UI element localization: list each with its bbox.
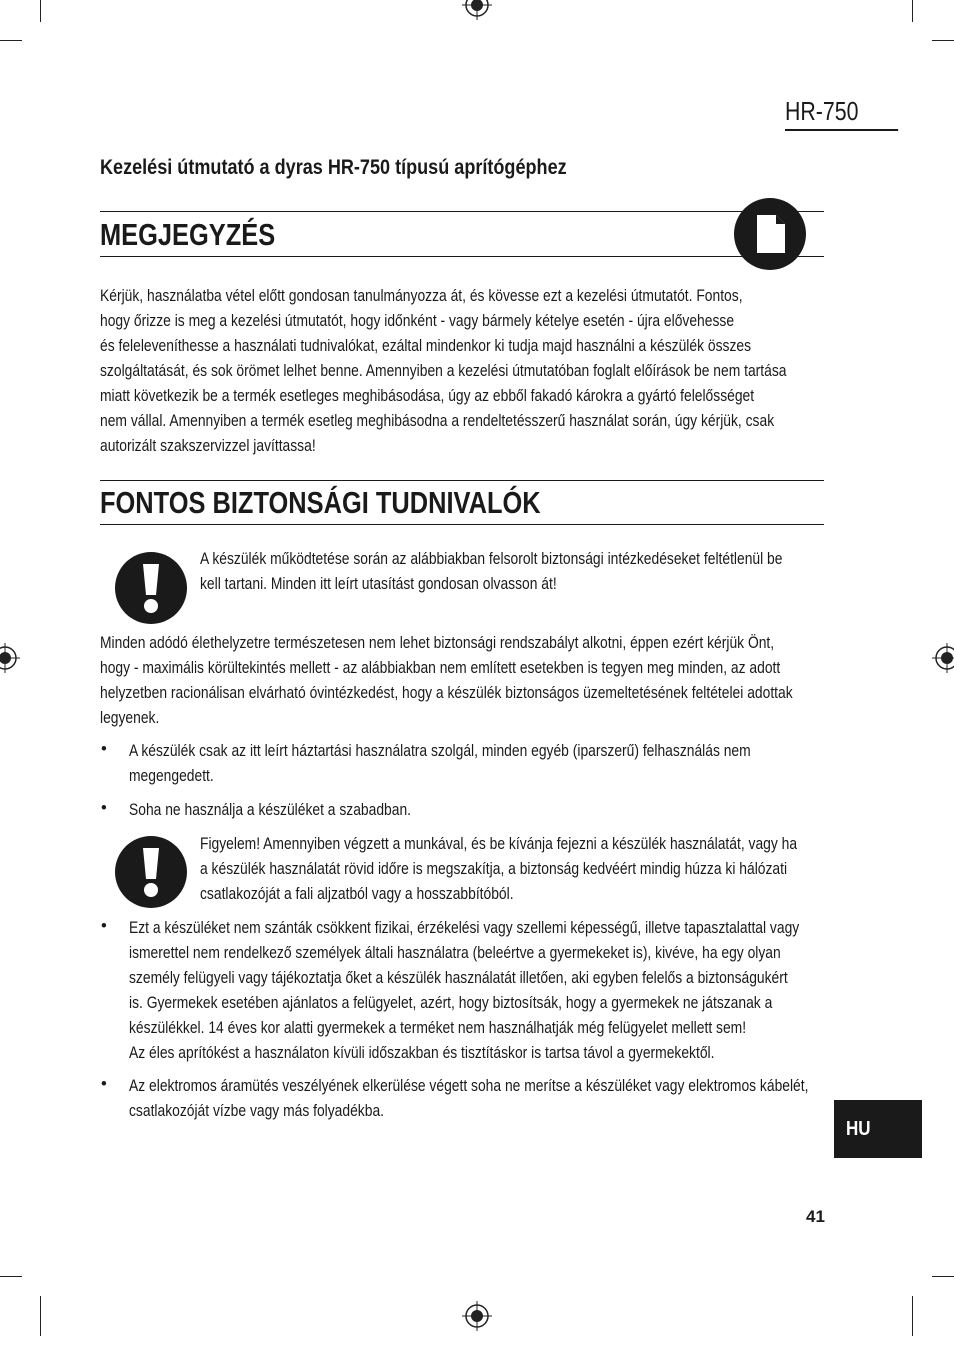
text-line: is. Gyermekek esetében ajánlatos a felügyelet, azért, hogy biztosítsák, hogy a gyermekek ne játszanak a — [129, 994, 773, 1012]
model-label: HR-750 — [785, 96, 898, 131]
note-heading: MEGJEGYZÉS — [100, 217, 276, 252]
registration-mark-icon — [462, 0, 492, 20]
text-line: autorizált szakszervizzel javíttassa! — [100, 437, 316, 455]
crop-mark — [0, 40, 22, 41]
text-line: A készülék csak az itt leírt háztartási használatra szolgál, minden egyéb (iparszerű) felhasználás nem — [129, 742, 751, 760]
bullet-marker: • — [101, 917, 107, 935]
warning-text — [200, 547, 782, 597]
text-line: Figyelem! Amennyiben végzett a munkával, és be kívánja fejezni a készülék használatát, vagy ha — [200, 835, 798, 853]
crop-mark — [932, 1276, 954, 1277]
registration-mark-icon — [0, 643, 20, 673]
text-line: miatt következik be a termék esetleges meghibásodása, úgy az ebből fakadó károkra a gyártó felelősséget — [100, 387, 755, 405]
registration-mark-icon — [932, 643, 954, 673]
section-rule — [100, 524, 824, 525]
manual-subtitle: Kezelési útmutató a dyras HR-750 típusú aprítógéphez — [100, 156, 567, 179]
document-icon — [733, 197, 807, 271]
exclamation-icon — [114, 551, 188, 625]
text-line: Az elektromos áramütés veszélyének elkerülése végett soha ne merítse a készüléket vagy elektromos kábelét, — [129, 1077, 809, 1095]
text-line: és feleleveníthesse a használati tudnivalókat, ezáltal mindenkor ki tudja majd használni a készülék összes — [100, 337, 752, 355]
page-number: 41 — [806, 1207, 825, 1226]
text-line: személy felügyeli vagy tájékoztatja őket a készülék használatát illetően, aki egyben felelős a biztonságukért — [129, 969, 788, 987]
bullet-text — [129, 1074, 808, 1124]
text-line: készülékkel. 14 éves kor alatti gyermekek a terméket nem használhatják még felügyelet mellett sem! — [129, 1019, 747, 1037]
registration-mark-icon — [462, 1301, 492, 1331]
section-rule — [100, 211, 824, 212]
text-line: a készülék használatát rövid időre is megszakítja, a biztonság kedvéért mindig húzza ki hálózati — [200, 860, 788, 878]
text-line: nem vállal. Amennyiben a termék esetleg meghibásodna a rendeltetésszerű használat során, úgy kérjük, csak — [100, 412, 775, 430]
section-rule — [100, 480, 824, 481]
text-line: legyenek. — [100, 709, 160, 727]
text-line: A készülék működtetése során az alábbiakban felsorolt biztonsági intézkedéseket feltétlenül be — [200, 550, 783, 568]
safety-intro-paragraph — [100, 631, 793, 731]
crop-mark — [912, 1296, 913, 1336]
bullet-text — [129, 739, 751, 789]
crop-mark — [40, 1296, 41, 1336]
warning-text — [200, 832, 797, 907]
text-line: Soha ne használja a készüléket a szabadban. — [129, 801, 412, 819]
crop-mark — [912, 0, 913, 22]
bullet-marker: • — [101, 799, 107, 817]
text-line: Ezt a készüléket nem szánták csökkent fizikai, érzékelési vagy szellemi képességű, illetve tapasztalattal vagy — [129, 919, 800, 937]
text-line: Az éles aprítókést a használaton kívüli időszakban és tisztításkor is tartsa távol a gyermekektől. — [129, 1044, 715, 1062]
bullet-text — [129, 916, 799, 1066]
text-line: csatlakozóját vízbe vagy más folyadékba. — [129, 1102, 385, 1120]
crop-mark — [40, 0, 41, 22]
crop-mark — [0, 1276, 22, 1277]
text-line: Kérjük, használatba vétel előtt gondosan tanulmányozza át, és kövesse ezt a kezelési útmutatót. Fontos, — [100, 287, 743, 305]
text-line: helyzetben racionálisan elvárható óvintézkedést, hogy a készülék biztonságos üzemeltetésének feltételei adottak — [100, 684, 793, 702]
text-line: hogy - maximális körültekintés mellett - az alábbiakban nem említett esetekben is tegyen meg minden, az adott — [100, 659, 781, 677]
text-line: ismerettel nem rendelkező személyek általi használatra (beleértve a gyermekeket is), kivéve, ha egy olyan — [129, 944, 781, 962]
safety-heading: FONTOS BIZTONSÁGI TUDNIVALÓK — [100, 485, 541, 520]
exclamation-icon — [114, 835, 188, 909]
bullet-text — [129, 798, 411, 823]
text-line: Minden adódó élethelyzetre természetesen nem lehet biztonsági rendszabályt alkotni, éppen ezért kérjük Önt, — [100, 634, 775, 652]
text-line: hogy őrizze is meg a kezelési útmutatót, hogy időnként - vagy bármely kételye esetén - újra elővehesse — [100, 312, 735, 330]
section-rule — [100, 256, 824, 257]
crop-mark — [932, 40, 954, 41]
language-tab: HU — [834, 1100, 922, 1158]
text-line: megengedett. — [129, 767, 214, 785]
bullet-marker: • — [101, 740, 107, 758]
text-line: csatlakozóját a fali aljzatból vagy a hosszabbítóból. — [200, 885, 514, 903]
text-line: kell tartani. Minden itt leírt utasítást gondosan olvasson át! — [200, 575, 557, 593]
bullet-marker: • — [101, 1075, 107, 1093]
text-line: szolgáltatását, és sok örömet lelhet benne. Amennyiben a kezelési útmutatóban foglalt előírások be nem tartása — [100, 362, 787, 380]
note-paragraph — [100, 284, 786, 459]
